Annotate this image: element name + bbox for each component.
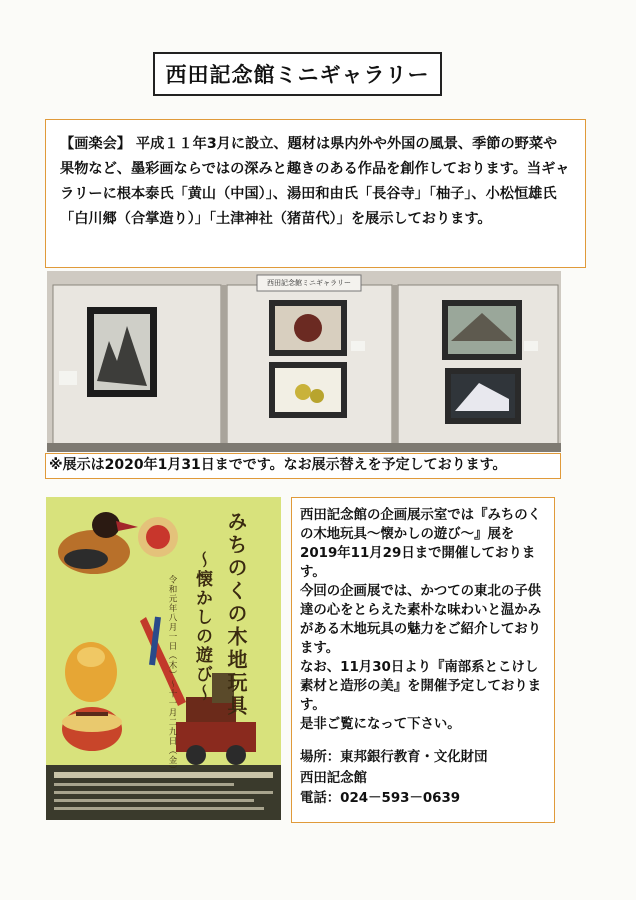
page-title: 西田記念館ミニギャラリー [153,52,442,96]
exhibition-paragraph-1: 西田記念館の企画展示室では『みちのくの木地玩具〜懐かしの遊び〜』展を2019年11月29日まで開催しております。 [300,508,542,580]
exhibition-paragraph-2: 今回の企画展では、かつての東北の子供達の心をとらえた素朴な味わいと温かみがある木地玩具の魅力をご紹介しております。 [300,584,542,656]
gallery-sign: 西田記念館ミニギャラリー [267,279,351,287]
poster-title: みちのくの木地玩具 [224,511,248,718]
exhibition-info-box [291,497,555,823]
intro-box [45,119,586,268]
intro-text: 【画楽会】 平成１１年3月に設立、題材は県内外や外国の風景、季節の野菜や果物など、墨彩画ならではの深みと趣きのある作品を創作しております。当ギャラリーに根本泰氏「黄山（中国）」、湯田和由氏「長谷寺」「柚子」、小松恒雄氏「白川郷（合掌造り）」「土津神社（猪苗代）」を展示しております。 [60,136,570,227]
contact-venue: 西田記念館 [300,770,367,786]
notice-text: ※展示は2020年1月31日までです。なお展示替えを予定しております。 [45,453,561,479]
exhibition-paragraph-3: なお、11月30日より『南部系とこけし素材と造形の美』を開催予定しております。 [300,660,542,713]
exhibition-poster [46,497,281,820]
exhibition-paragraph-4: 是非ご覧になって下さい。 [300,717,461,732]
poster-dates: 令和元年八月一日（木）〜十一月二九日（金） [167,575,177,775]
contact-phone: 電話：024－593－0639 [300,791,461,806]
gallery-photo [47,271,561,452]
poster-subtitle: 〜懐かしの遊び〜 [192,551,212,703]
contact-place: 場所：東邦銀行教育・文化財団 [300,750,488,765]
